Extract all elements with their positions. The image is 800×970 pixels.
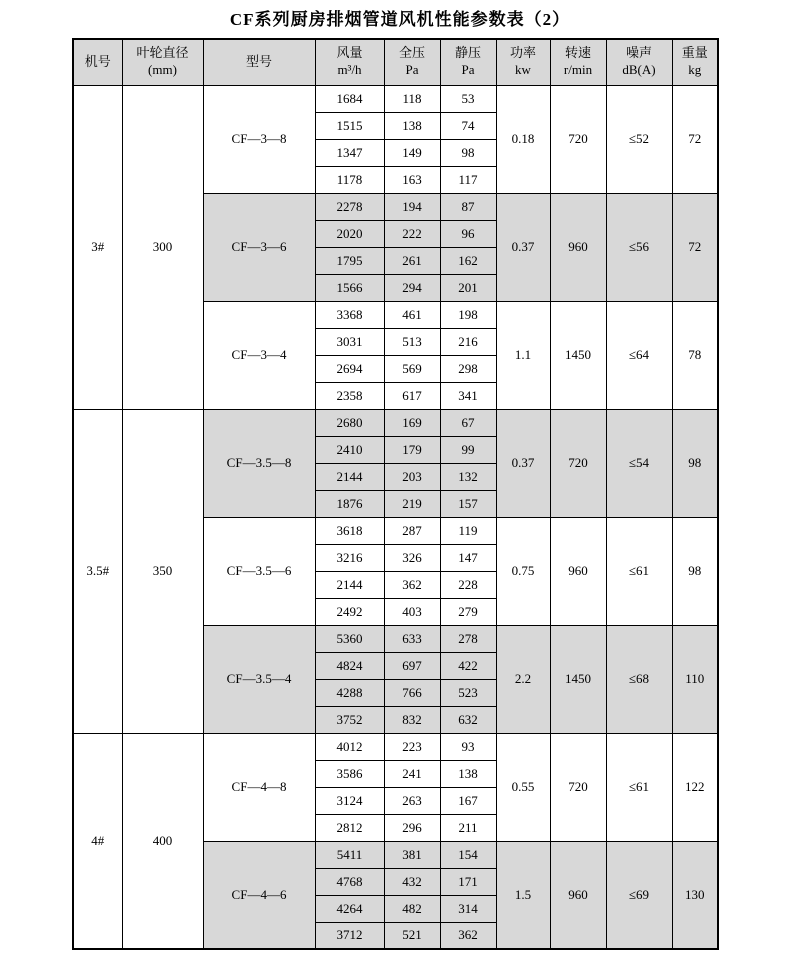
static-pressure-cell: 157 [440,490,496,517]
static-pressure-cell: 119 [440,517,496,544]
airflow-cell: 2812 [315,814,384,841]
airflow-cell: 1684 [315,85,384,112]
col-header-line2: (mm) [148,62,177,78]
weight-cell: 98 [672,409,718,517]
total-pressure-cell: 381 [384,841,440,868]
col-header-line1: 转速 [564,45,591,61]
col-header-static-pressure [440,39,496,85]
total-pressure-cell: 326 [384,544,440,571]
total-pressure-cell: 179 [384,436,440,463]
static-pressure-cell: 96 [440,220,496,247]
col-header-line2: kw [515,62,531,78]
speed-cell: 1450 [550,625,606,733]
col-header-line1: 重量 [681,45,708,61]
static-pressure-cell: 167 [440,787,496,814]
power-cell: 0.37 [496,193,550,301]
static-pressure-cell: 67 [440,409,496,436]
speed-cell: 960 [550,841,606,949]
col-header-diameter [122,39,203,85]
total-pressure-cell: 832 [384,706,440,733]
airflow-cell: 1795 [315,247,384,274]
airflow-cell: 2020 [315,220,384,247]
speed-cell: 1450 [550,301,606,409]
weight-cell: 130 [672,841,718,949]
speed-cell: 960 [550,517,606,625]
airflow-cell: 3752 [315,706,384,733]
airflow-cell: 4768 [315,868,384,895]
airflow-cell: 3124 [315,787,384,814]
airflow-cell: 2358 [315,382,384,409]
static-pressure-cell: 298 [440,355,496,382]
model-cell: CF—3.5—4 [203,625,315,733]
airflow-cell: 2144 [315,463,384,490]
total-pressure-cell: 294 [384,274,440,301]
static-pressure-cell: 216 [440,328,496,355]
total-pressure-cell: 633 [384,625,440,652]
total-pressure-cell: 521 [384,922,440,949]
static-pressure-cell: 201 [440,274,496,301]
static-pressure-cell: 93 [440,733,496,760]
machine-cell: 3# [73,85,122,409]
col-header-line1: 型号 [245,53,272,69]
noise-cell: ≤54 [606,409,672,517]
col-header-line1: 功率 [509,45,536,61]
static-pressure-cell: 314 [440,895,496,922]
total-pressure-cell: 169 [384,409,440,436]
weight-cell: 78 [672,301,718,409]
col-header-line1: 静压 [454,45,481,61]
airflow-cell: 1876 [315,490,384,517]
col-header-line1: 噪声 [625,45,652,61]
total-pressure-cell: 138 [384,112,440,139]
col-header-total-pressure [384,39,440,85]
power-cell: 0.75 [496,517,550,625]
static-pressure-cell: 228 [440,571,496,598]
static-pressure-cell: 211 [440,814,496,841]
model-cell: CF—4—8 [203,733,315,841]
total-pressure-cell: 296 [384,814,440,841]
machine-cell: 3.5# [73,409,122,733]
total-pressure-cell: 482 [384,895,440,922]
airflow-cell: 5411 [315,841,384,868]
static-pressure-cell: 138 [440,760,496,787]
airflow-cell: 3618 [315,517,384,544]
total-pressure-cell: 403 [384,598,440,625]
airflow-cell: 1178 [315,166,384,193]
col-header-line2: m³/h [337,62,362,78]
static-pressure-cell: 422 [440,652,496,679]
table-row [73,409,718,436]
static-pressure-cell: 171 [440,868,496,895]
total-pressure-cell: 287 [384,517,440,544]
header-row [73,39,718,85]
model-cell: CF—4—6 [203,841,315,949]
total-pressure-cell: 261 [384,247,440,274]
table-header [73,39,718,85]
weight-cell: 72 [672,85,718,193]
col-header-line2: Pa [405,62,419,78]
airflow-cell: 3586 [315,760,384,787]
airflow-cell: 2680 [315,409,384,436]
col-header-line2: r/min [563,62,593,78]
table-row [73,85,718,112]
weight-cell: 72 [672,193,718,301]
static-pressure-cell: 154 [440,841,496,868]
col-header-line1: 全压 [398,45,425,61]
machine-cell: 4# [73,733,122,949]
speed-cell: 720 [550,85,606,193]
airflow-cell: 1515 [315,112,384,139]
airflow-cell: 4288 [315,679,384,706]
total-pressure-cell: 432 [384,868,440,895]
noise-cell: ≤56 [606,193,672,301]
speed-cell: 720 [550,733,606,841]
col-header-airflow [315,39,384,85]
col-header-line2: kg [688,62,702,78]
col-header-power [496,39,550,85]
power-cell: 0.18 [496,85,550,193]
total-pressure-cell: 513 [384,328,440,355]
power-cell: 0.37 [496,409,550,517]
static-pressure-cell: 632 [440,706,496,733]
airflow-cell: 3216 [315,544,384,571]
total-pressure-cell: 241 [384,760,440,787]
fan-spec-table [72,38,719,950]
noise-cell: ≤68 [606,625,672,733]
airflow-cell: 2492 [315,598,384,625]
model-cell: CF—3—4 [203,301,315,409]
col-header-line2: Pa [461,62,475,78]
diameter-cell: 350 [122,409,203,733]
static-pressure-cell: 99 [440,436,496,463]
total-pressure-cell: 697 [384,652,440,679]
col-header-line2: dB(A) [622,62,656,78]
speed-cell: 720 [550,409,606,517]
airflow-cell: 4012 [315,733,384,760]
airflow-cell: 4264 [315,895,384,922]
static-pressure-cell: 278 [440,625,496,652]
airflow-cell: 2144 [315,571,384,598]
diameter-cell: 300 [122,85,203,409]
noise-cell: ≤69 [606,841,672,949]
total-pressure-cell: 118 [384,85,440,112]
static-pressure-cell: 341 [440,382,496,409]
static-pressure-cell: 53 [440,85,496,112]
table-body [73,85,718,949]
power-cell: 1.1 [496,301,550,409]
total-pressure-cell: 203 [384,463,440,490]
static-pressure-cell: 98 [440,139,496,166]
airflow-cell: 2694 [315,355,384,382]
page-title: CF系列厨房排烟管道风机性能参数表（2） [229,10,571,29]
airflow-cell: 3712 [315,922,384,949]
airflow-cell: 2278 [315,193,384,220]
static-pressure-cell: 117 [440,166,496,193]
airflow-cell: 2410 [315,436,384,463]
col-header-noise [606,39,672,85]
noise-cell: ≤61 [606,733,672,841]
col-header-machine [73,39,122,85]
col-header-weight [672,39,718,85]
col-header-model [203,39,315,85]
static-pressure-cell: 147 [440,544,496,571]
total-pressure-cell: 569 [384,355,440,382]
static-pressure-cell: 279 [440,598,496,625]
airflow-cell: 3368 [315,301,384,328]
col-header-line1: 机号 [84,53,111,69]
total-pressure-cell: 223 [384,733,440,760]
total-pressure-cell: 617 [384,382,440,409]
static-pressure-cell: 198 [440,301,496,328]
power-cell: 1.5 [496,841,550,949]
col-header-line1: 风量 [336,45,363,61]
total-pressure-cell: 219 [384,490,440,517]
total-pressure-cell: 461 [384,301,440,328]
weight-cell: 122 [672,733,718,841]
diameter-cell: 400 [122,733,203,949]
static-pressure-cell: 162 [440,247,496,274]
total-pressure-cell: 766 [384,679,440,706]
col-header-speed [550,39,606,85]
power-cell: 2.2 [496,625,550,733]
static-pressure-cell: 74 [440,112,496,139]
static-pressure-cell: 362 [440,922,496,949]
table-row [73,733,718,760]
airflow-cell: 3031 [315,328,384,355]
noise-cell: ≤52 [606,85,672,193]
power-cell: 0.55 [496,733,550,841]
airflow-cell: 1347 [315,139,384,166]
col-header-line1: 叶轮直径 [136,45,189,61]
static-pressure-cell: 87 [440,193,496,220]
model-cell: CF—3—8 [203,85,315,193]
noise-cell: ≤64 [606,301,672,409]
airflow-cell: 1566 [315,274,384,301]
airflow-cell: 5360 [315,625,384,652]
total-pressure-cell: 362 [384,571,440,598]
weight-cell: 110 [672,625,718,733]
model-cell: CF—3.5—8 [203,409,315,517]
total-pressure-cell: 149 [384,139,440,166]
noise-cell: ≤61 [606,517,672,625]
speed-cell: 960 [550,193,606,301]
total-pressure-cell: 263 [384,787,440,814]
static-pressure-cell: 132 [440,463,496,490]
total-pressure-cell: 194 [384,193,440,220]
weight-cell: 98 [672,517,718,625]
total-pressure-cell: 163 [384,166,440,193]
total-pressure-cell: 222 [384,220,440,247]
static-pressure-cell: 523 [440,679,496,706]
model-cell: CF—3—6 [203,193,315,301]
model-cell: CF—3.5—6 [203,517,315,625]
airflow-cell: 4824 [315,652,384,679]
